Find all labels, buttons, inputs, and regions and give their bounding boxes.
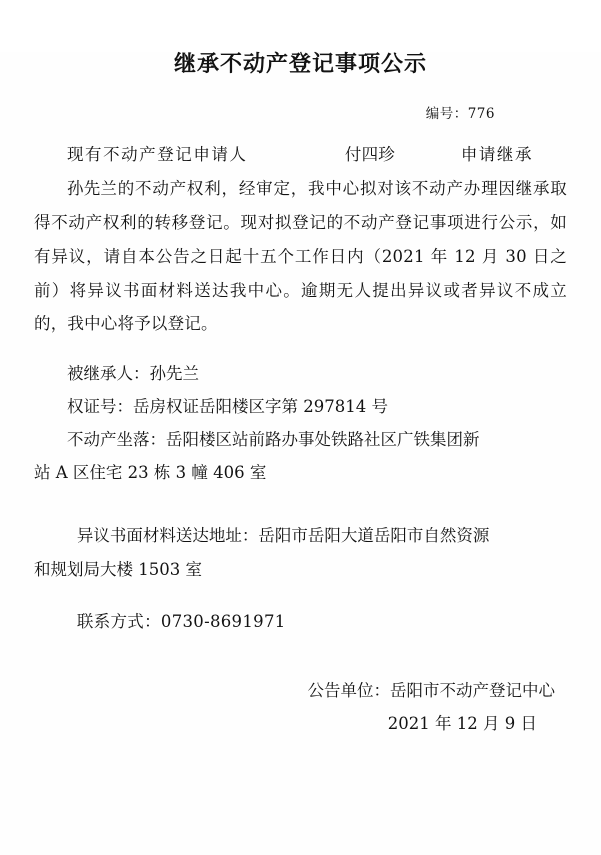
issuer-line (34, 674, 555, 707)
detail-property-line1: 岳阳楼区站前路办事处铁路社区广铁集团新 (166, 430, 480, 450)
objection-address-line2 (34, 553, 567, 587)
decedent-name-inline: 孙先兰 (67, 179, 118, 199)
detail-property-location (34, 423, 567, 456)
detail-property-line2: 站 A 区住宅 23 栋 3 幢 406 室 (34, 463, 267, 483)
document-number-label: 编号： (425, 106, 468, 123)
detail-decedent-value: 孙先兰 (149, 364, 199, 384)
detail-decedent (34, 357, 567, 390)
objection-address-label: 异议书面材料送达地址： (76, 526, 259, 546)
document-number (34, 102, 495, 122)
contact-label: 联系方式： (76, 611, 161, 631)
document-page (0, 52, 601, 855)
issuer-label: 公告单位： (307, 680, 390, 700)
objection-address-line1 (34, 519, 567, 553)
paragraph-part-1: 现有不动产登记申请人 (67, 145, 248, 165)
paragraph-part-3: 的不动产权利，经审定，我中心拟对该不动产办理因继承取得不动产权利的转移登记。现对拟登记的不动产登记事项进行公示，如有异议，请自本公告之日起十五个工作日内（2021 年 12 月 30 日之前）将异议书面材料送达我中心。逾期无人提出异议或者异议不成立的，我中心将予以登记。 (34, 179, 567, 334)
paragraph-part-2: 申请继承 (459, 145, 533, 165)
applicant-name: 付四珍 (344, 145, 396, 165)
objection-address-text1: 岳阳市岳阳大道岳阳市自然资源 (258, 526, 490, 546)
contact-value: 0730-8691971 (160, 611, 286, 631)
announcement-body (34, 138, 567, 341)
detail-property-label: 不动产坐落： (67, 430, 166, 450)
contact-block (34, 605, 567, 638)
registration-details (34, 357, 567, 489)
detail-certificate-value: 岳房权证岳阳楼区字第 297814 号 (133, 397, 388, 417)
issuer-block (34, 674, 567, 740)
objection-address-text2: 和规划局大楼 1503 室 (34, 560, 202, 580)
issue-date: 2021 年 12 月 9 日 (387, 713, 537, 733)
detail-property-location-cont (34, 456, 567, 489)
contact-line (34, 605, 567, 638)
detail-certificate (34, 390, 567, 423)
announcement-paragraph (34, 138, 567, 341)
detail-decedent-label: 被继承人： (67, 364, 150, 384)
document-number-value: 776 (467, 106, 495, 123)
page-title: 继承不动产登记事项公示 (173, 52, 427, 77)
detail-certificate-label: 权证号： (67, 397, 133, 417)
issuer-value: 岳阳市不动产登记中心 (390, 680, 555, 700)
objection-address-block (34, 519, 567, 587)
